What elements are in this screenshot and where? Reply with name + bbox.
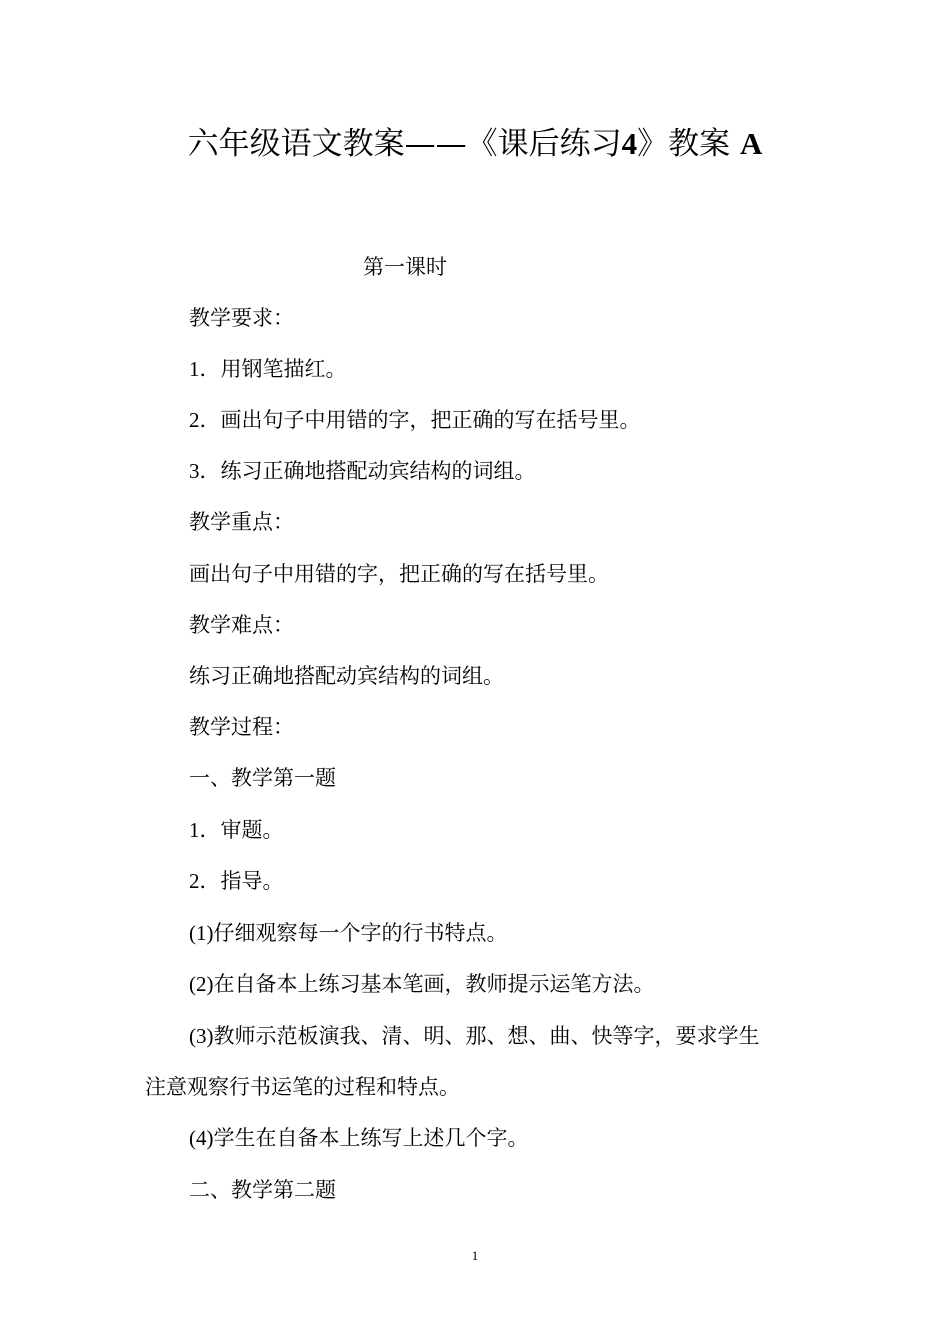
paragraph-line: (4)学生在自备本上练写上述几个字。	[189, 1126, 529, 1150]
page-number: 1	[471, 1248, 479, 1263]
paragraph-line: 教学过程：	[189, 715, 294, 739]
paragraph-line: 画出句子中用错的字，把正确的写在括号里。	[189, 562, 609, 586]
paragraph-line: 教学要求：	[189, 306, 294, 330]
document-title	[0, 122, 950, 166]
title-suffix: A	[739, 126, 763, 161]
paragraph-line: 教学难点：	[189, 613, 294, 637]
title-close: 》教案	[637, 126, 731, 162]
paragraph-line: 二、教学第二题	[189, 1178, 336, 1202]
title-main: 六年级语文教案——《课后练习	[187, 126, 622, 162]
paragraph-line: 注意观察行书运笔的过程和特点。	[145, 1075, 460, 1099]
paragraph-line: (3)教师示范板演我、清、明、那、想、曲、快等字，要求学生	[189, 1024, 760, 1048]
paragraph-line: 练习正确地搭配动宾结构的词组。	[189, 664, 504, 688]
paragraph-line: (2)在自备本上练习基本笔画，教师提示运笔方法。	[189, 972, 655, 996]
title-number: 4	[621, 126, 638, 161]
lesson-heading: 第一课时	[363, 255, 447, 279]
paragraph-line: 1．审题。	[189, 818, 284, 842]
paragraph-line: 2．指导。	[189, 869, 284, 893]
paragraph-line: 3．练习正确地搭配动宾结构的词组。	[189, 459, 536, 483]
paragraph-line: 一、教学第一题	[189, 766, 336, 790]
paragraph-line: 教学重点：	[189, 510, 294, 534]
paragraph-line: (1)仔细观察每一个字的行书特点。	[189, 921, 508, 945]
paragraph-line: 1．用钢笔描红。	[189, 357, 347, 381]
paragraph-line: 2．画出句子中用错的字，把正确的写在括号里。	[189, 408, 641, 432]
